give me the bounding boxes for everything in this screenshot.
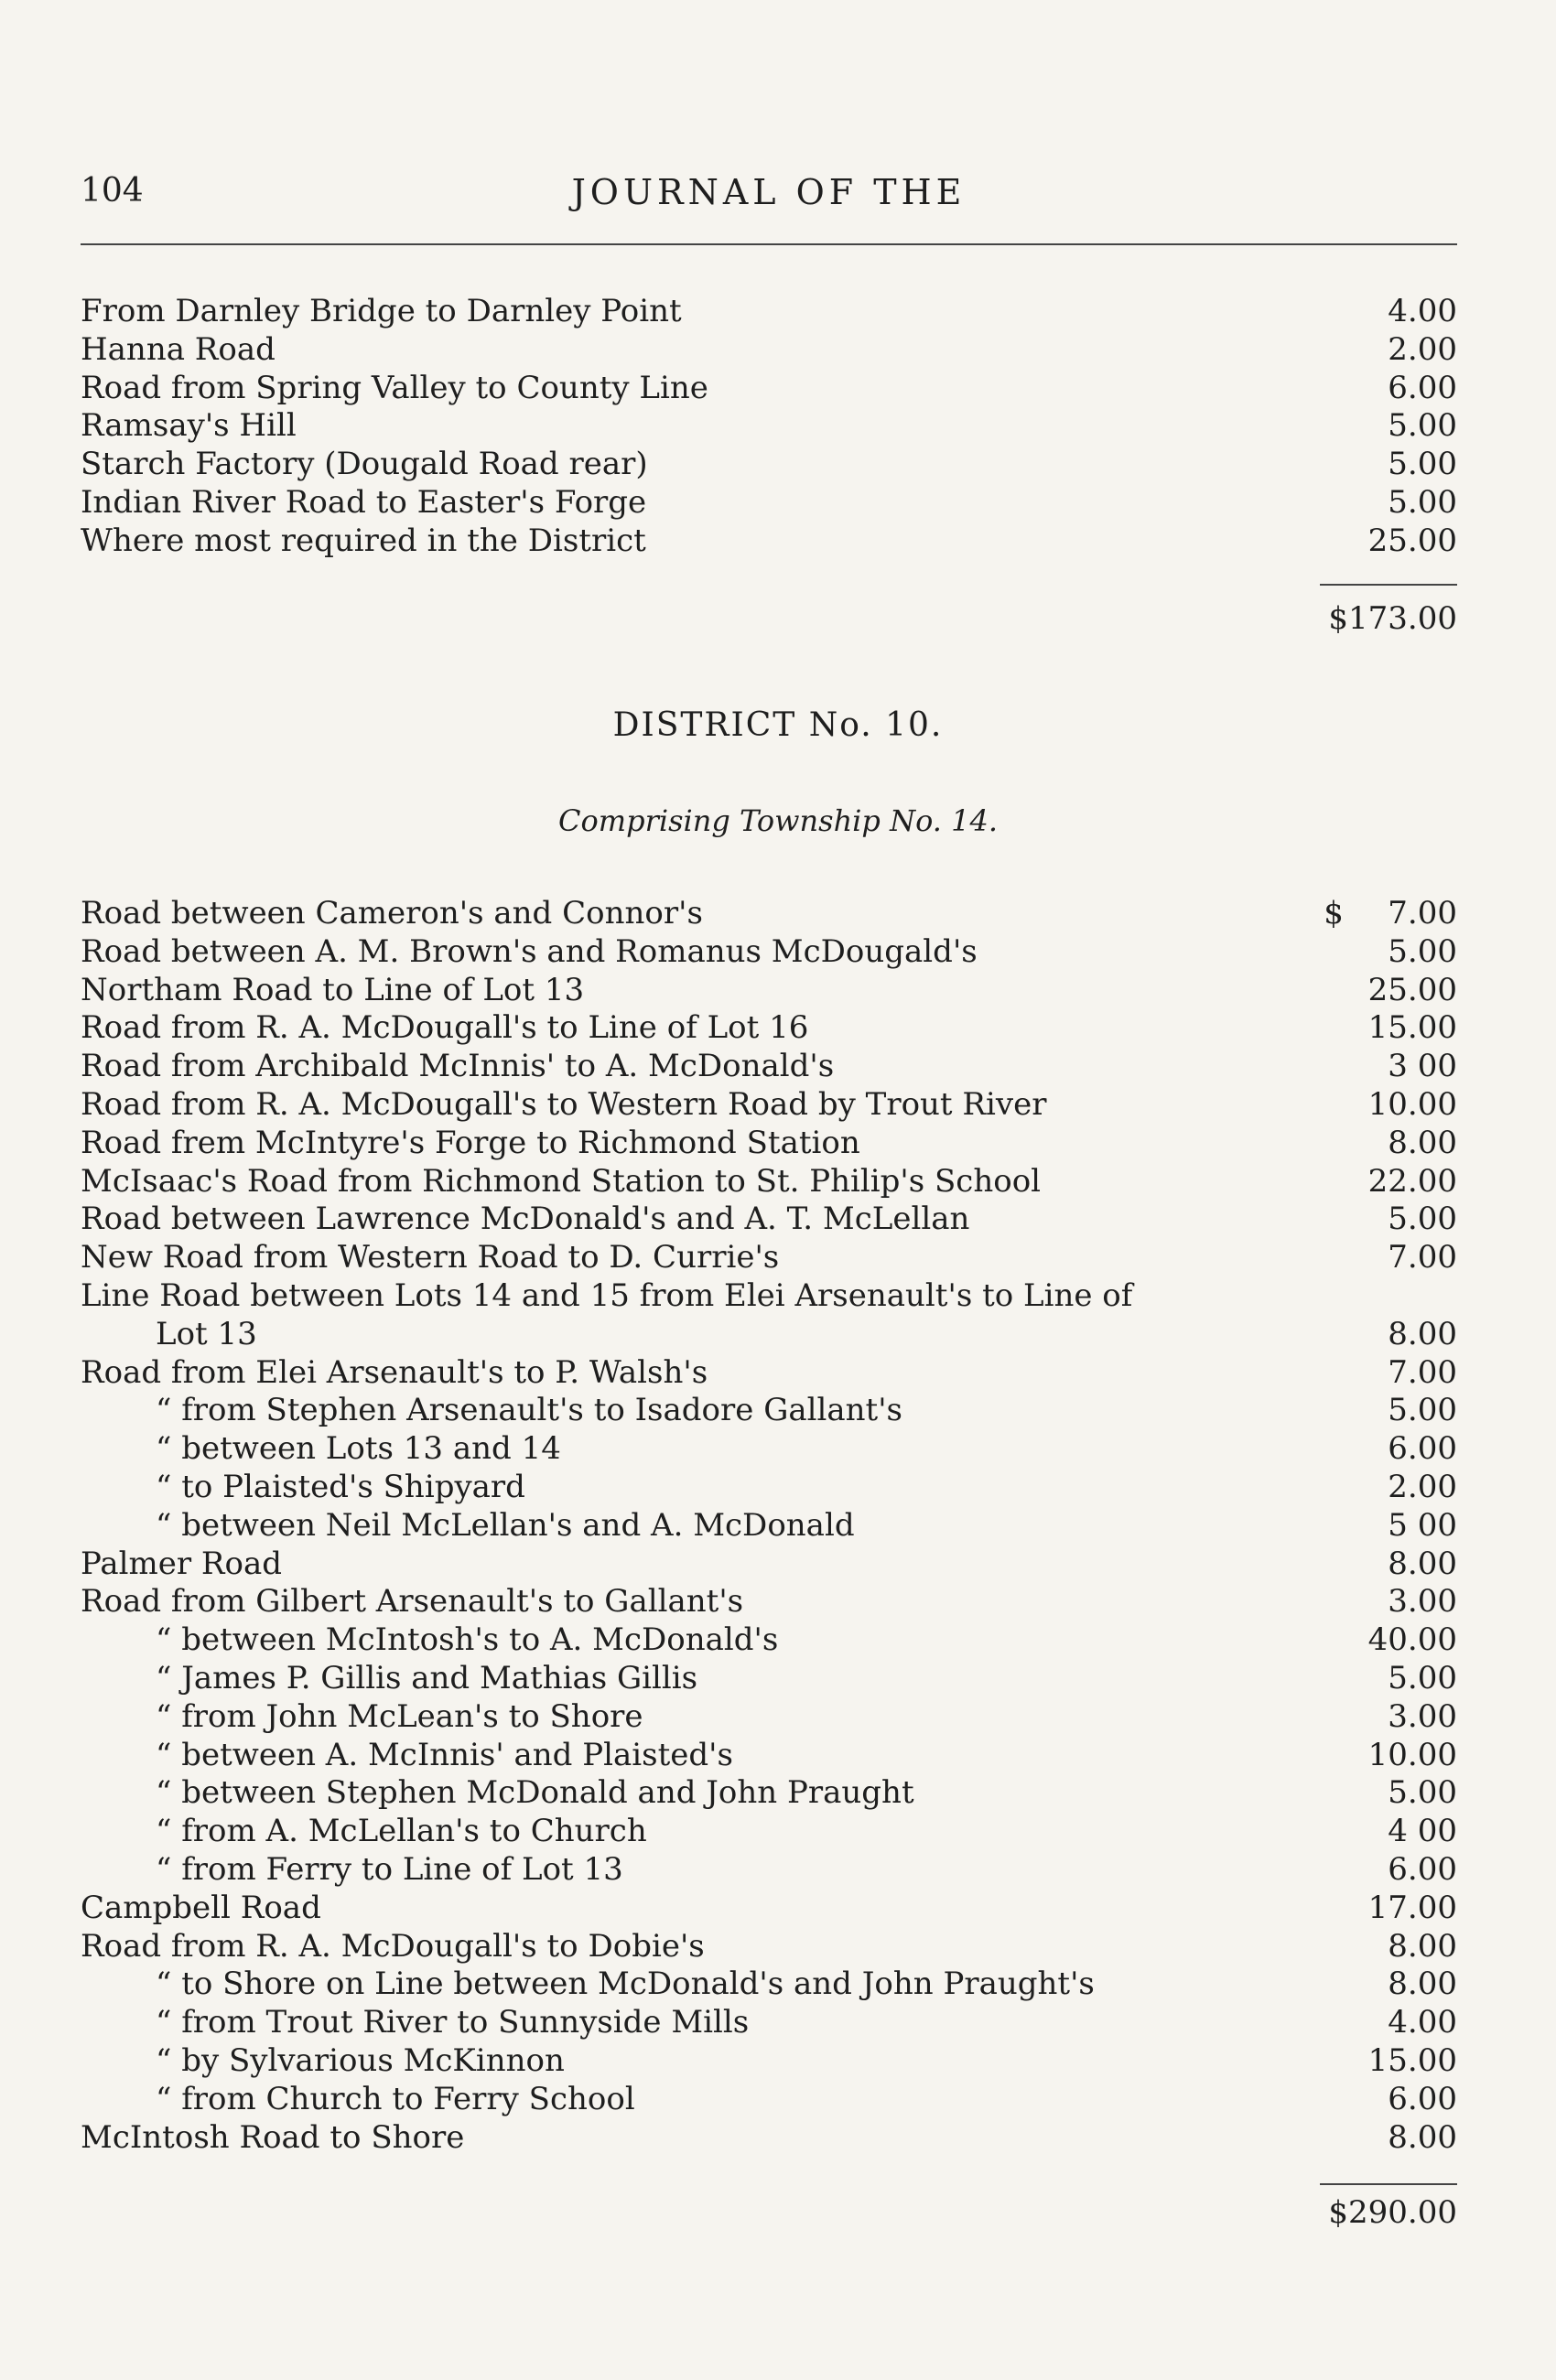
row-description: “ between McIntosh's to A. McDonald's <box>156 1621 779 1659</box>
row-amount: 7.00 <box>1388 1239 1457 1276</box>
row-amount: 5.00 <box>1388 1659 1457 1696</box>
row-amount: 2.00 <box>1388 330 1457 368</box>
row-amount: 3.00 <box>1388 1583 1457 1621</box>
district-9-total: $173.00 <box>1328 600 1457 637</box>
row-description: Where most required in the District <box>81 522 646 559</box>
row-amount: 8.00 <box>1388 2118 1457 2156</box>
row-amount: 25.00 <box>1367 971 1457 1008</box>
row-description: Road from Elei Arsenault's to P. Walsh's <box>81 1353 708 1391</box>
row-amount: 10.00 <box>1367 1085 1457 1123</box>
district-title: DISTRICT No. 10. <box>612 706 944 744</box>
district-10-total: $290.00 <box>1328 2194 1457 2231</box>
row-description: Road between Cameron's and Connor's <box>81 895 703 932</box>
row-description: Palmer Road <box>81 1545 283 1582</box>
row-description: “ between Stephen McDonald and John Praught <box>156 1774 914 1812</box>
row-description: From Darnley Bridge to Darnley Point <box>81 293 682 329</box>
row-amount: 8.00 <box>1388 1545 1457 1582</box>
ledger-row <box>81 522 1457 561</box>
ledger-row <box>81 1163 1457 1201</box>
ledger-row <box>81 370 1457 408</box>
ledger-row <box>81 1928 1457 1966</box>
row-description-continued: Lot 13 <box>156 1315 257 1352</box>
ledger-row <box>81 1469 1457 1507</box>
ledger-row <box>81 331 1457 370</box>
row-amount: 6.00 <box>1388 2080 1457 2117</box>
dollar-sign: $ <box>1324 895 1344 932</box>
row-amount: 3.00 <box>1388 1697 1457 1735</box>
district-10-ledger <box>81 895 1457 2157</box>
ledger-row <box>81 407 1457 446</box>
ledger-row <box>81 1239 1457 1277</box>
row-description: Road from R. A. McDougall's to Western Road by Trout River <box>81 1085 1047 1123</box>
row-description: “ from John McLean's to Shore <box>156 1697 643 1735</box>
ledger-row <box>81 1621 1457 1660</box>
row-description: McIntosh Road to Shore <box>81 2118 465 2156</box>
ledger-row <box>81 1125 1457 1163</box>
row-amount: 5.00 <box>1388 1392 1457 1429</box>
ledger-row <box>81 1507 1457 1545</box>
ledger-row <box>81 1277 1457 1354</box>
row-description: New Road from Western Road to D. Currie's <box>81 1239 780 1276</box>
ledger-row <box>81 1009 1457 1048</box>
row-amount: 25.00 <box>1367 522 1457 559</box>
row-amount: 6.00 <box>1388 369 1457 406</box>
row-description: “ from A. McLellan's to Church <box>156 1813 647 1850</box>
page-number: 104 <box>81 172 144 210</box>
row-amount: 5 00 <box>1388 1506 1457 1544</box>
row-description: “ from Trout River to Sunnyside Mills <box>156 2004 750 2041</box>
row-description: “ by Sylvarious McKinnon <box>156 2041 565 2079</box>
ledger-row <box>81 972 1457 1010</box>
row-amount: 6.00 <box>1388 1430 1457 1468</box>
ledger-row <box>81 2042 1457 2081</box>
ledger-row <box>81 1354 1457 1393</box>
row-amount: 8.00 <box>1388 1315 1457 1352</box>
row-amount: 5.00 <box>1388 446 1457 483</box>
ledger-row <box>81 1201 1457 1239</box>
row-description: “ from Stephen Arsenault's to Isadore Gallant's <box>156 1392 902 1429</box>
ledger-row <box>81 1086 1457 1125</box>
row-description: Road from Spring Valley to County Line <box>81 369 708 406</box>
ledger-row <box>81 1660 1457 1698</box>
ledger-row <box>81 1965 1457 2004</box>
row-amount: $ 7.00 <box>1324 895 1457 932</box>
ledger-row <box>81 2119 1457 2158</box>
ledger-row <box>81 1813 1457 1851</box>
row-amount: 4.00 <box>1388 2004 1457 2041</box>
row-description: Road between Lawrence McDonald's and A. T. McLellan <box>81 1201 970 1238</box>
ledger-row <box>81 1890 1457 1928</box>
total-rule <box>1320 584 1457 586</box>
row-amount: 22.00 <box>1367 1162 1457 1200</box>
row-description: Starch Factory (Dougald Road rear) <box>81 446 648 483</box>
running-title: JOURNAL OF THE <box>571 172 967 212</box>
row-amount: 4 00 <box>1388 1813 1457 1850</box>
district-subtitle: Comprising Township No. 14. <box>557 803 998 838</box>
header-rule <box>81 243 1457 245</box>
row-description: Line Road between Lots 14 and 15 from Elei Arsenault's to Line of Lot 13 <box>81 1276 1133 1352</box>
row-description: Road from R. A. McDougall's to Line of Lot 16 <box>81 1009 809 1047</box>
ledger-row <box>81 484 1457 522</box>
row-description: Ramsay's Hill <box>81 407 297 445</box>
page-header <box>81 172 1457 223</box>
row-amount: 40.00 <box>1367 1621 1457 1659</box>
row-description: Road from Archibald McInnis' to A. McDonald's <box>81 1048 835 1085</box>
row-amount: 2.00 <box>1388 1468 1457 1505</box>
ledger-row <box>81 2081 1457 2119</box>
row-amount: 5.00 <box>1388 483 1457 521</box>
row-description: Road between A. M. Brown's and Romanus McDougald's <box>81 932 978 970</box>
ledger-row <box>81 2004 1457 2042</box>
ledger-row <box>81 1851 1457 1890</box>
row-amount: 7.00 <box>1388 1353 1457 1391</box>
row-amount: 5.00 <box>1388 932 1457 970</box>
ledger-row <box>81 895 1457 933</box>
ledger-row <box>81 933 1457 972</box>
ledger-row <box>81 1774 1457 1813</box>
row-description: Campbell Road <box>81 1889 321 1926</box>
row-amount: 8.00 <box>1388 1965 1457 2003</box>
district-9-ledger <box>81 293 1457 561</box>
row-description: “ between Lots 13 and 14 <box>156 1430 561 1468</box>
row-amount: 15.00 <box>1367 1009 1457 1047</box>
row-description: Indian River Road to Easter's Forge <box>81 483 647 521</box>
row-amount: 8.00 <box>1388 1124 1457 1161</box>
row-description: Road from Gilbert Arsenault's to Gallant's <box>81 1583 744 1621</box>
row-description: “ between A. McInnis' and Plaisted's <box>156 1736 733 1773</box>
ledger-row <box>81 1698 1457 1737</box>
row-description: “ from Ferry to Line of Lot 13 <box>156 1850 623 1888</box>
row-amount: 8.00 <box>1388 1927 1457 1965</box>
ledger-row <box>81 293 1457 331</box>
row-description: Road from R. A. McDougall's to Dobie's <box>81 1927 705 1965</box>
row-amount: 6.00 <box>1388 1850 1457 1888</box>
row-amount: 10.00 <box>1367 1736 1457 1773</box>
row-description: Northam Road to Line of Lot 13 <box>81 971 585 1008</box>
ledger-row <box>81 1583 1457 1621</box>
ledger-row <box>81 446 1457 484</box>
ledger-row <box>81 1545 1457 1584</box>
row-amount: 4.00 <box>1388 293 1457 329</box>
row-description: “ between Neil McLellan's and A. McDonald <box>156 1506 855 1544</box>
row-amount: 5.00 <box>1388 1201 1457 1238</box>
row-description: “ James P. Gillis and Mathias Gillis <box>156 1659 698 1696</box>
ledger-row <box>81 1392 1457 1430</box>
row-description: “ to Plaisted's Shipyard <box>156 1468 525 1505</box>
total-rule <box>1320 2183 1457 2185</box>
row-amount: 17.00 <box>1367 1889 1457 1926</box>
ledger-row <box>81 1430 1457 1469</box>
row-amount: 15.00 <box>1367 2041 1457 2079</box>
row-description: “ from Church to Ferry School <box>156 2080 635 2117</box>
row-description: “ to Shore on Line between McDonald's and John Praught's <box>156 1965 1095 2003</box>
row-amount: 3 00 <box>1388 1048 1457 1085</box>
row-amount: 5.00 <box>1388 407 1457 445</box>
row-amount: 5.00 <box>1388 1774 1457 1812</box>
row-description: Hanna Road <box>81 330 276 368</box>
row-description: Road frem McIntyre's Forge to Richmond Station <box>81 1124 860 1161</box>
row-description: McIsaac's Road from Richmond Station to St. Philip's School <box>81 1162 1042 1200</box>
ledger-row <box>81 1737 1457 1775</box>
ledger-row <box>81 1048 1457 1086</box>
